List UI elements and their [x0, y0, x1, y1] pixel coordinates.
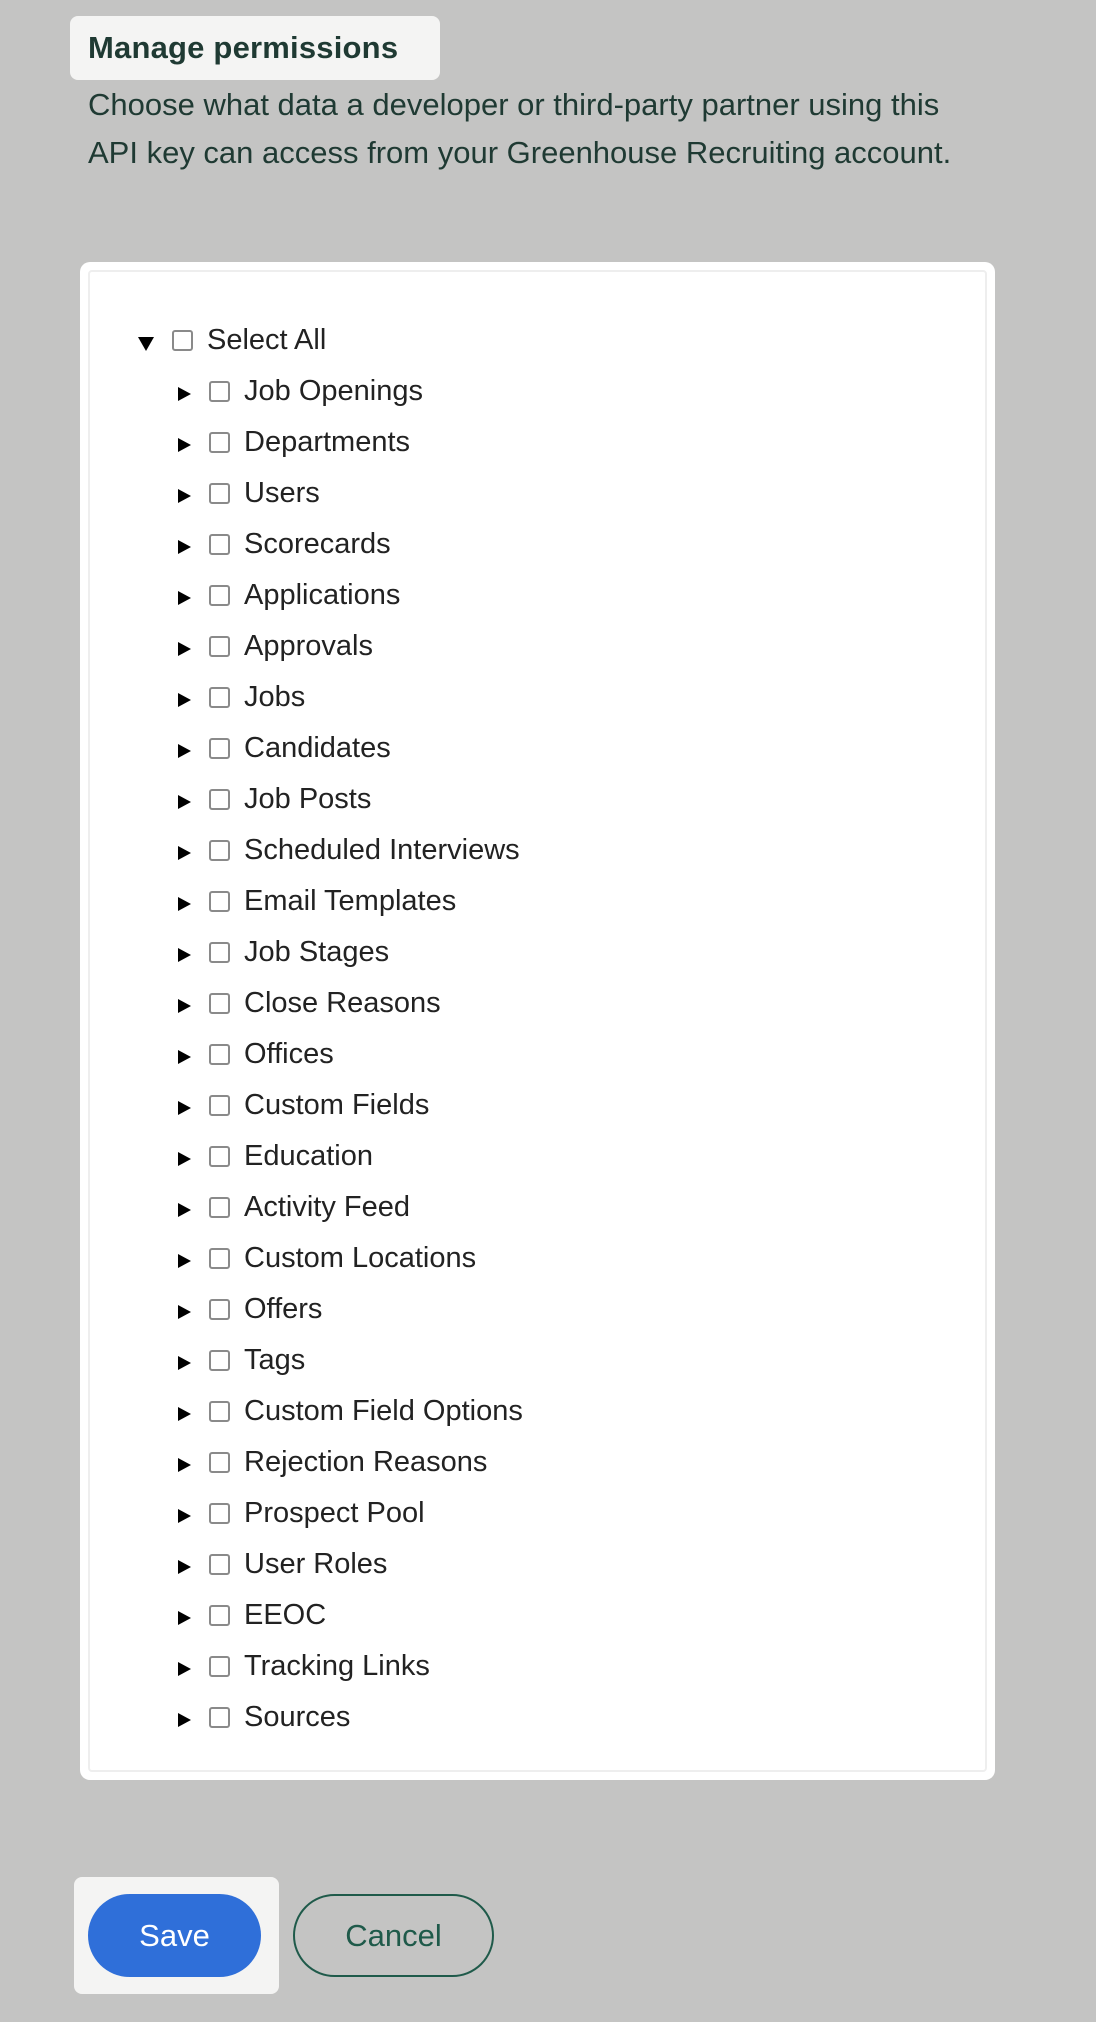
caret-right-icon[interactable]: [178, 489, 191, 503]
caret-right-icon[interactable]: [178, 1611, 191, 1625]
tree-item[interactable]: [178, 1692, 350, 1743]
tree-item[interactable]: [178, 1386, 523, 1437]
permission-label: Rejection Reasons: [244, 1446, 488, 1478]
permission-checkbox[interactable]: [209, 1095, 230, 1116]
permission-label: Activity Feed: [244, 1191, 410, 1223]
tree-item[interactable]: [178, 1437, 487, 1488]
permission-checkbox[interactable]: [209, 1044, 230, 1065]
permission-label: Sources: [244, 1701, 351, 1733]
tree-item[interactable]: [178, 1488, 425, 1539]
caret-right-icon[interactable]: [178, 1560, 191, 1574]
select-all-label: Select All: [207, 324, 327, 356]
tree-item[interactable]: [178, 1641, 430, 1692]
caret-right-icon[interactable]: [178, 795, 191, 809]
permission-label: Email Templates: [244, 885, 457, 917]
tree-item[interactable]: [178, 1284, 322, 1335]
permissions-tree-panel: [80, 262, 995, 1780]
tree-item[interactable]: [178, 876, 456, 927]
permission-checkbox[interactable]: [209, 993, 230, 1014]
permission-label: Education: [244, 1140, 373, 1172]
tree-item[interactable]: [178, 468, 320, 519]
tree-item[interactable]: [178, 1080, 429, 1131]
permission-label: Scheduled Interviews: [244, 834, 520, 866]
permission-checkbox[interactable]: [209, 789, 230, 810]
caret-right-icon[interactable]: [178, 1305, 191, 1319]
permission-label: Custom Fields: [244, 1089, 430, 1121]
permissions-tree: [88, 270, 987, 1772]
permission-label: Offers: [244, 1293, 323, 1325]
tree-item[interactable]: [178, 621, 373, 672]
permission-checkbox[interactable]: [209, 381, 230, 402]
title-box: [70, 16, 440, 80]
permission-checkbox[interactable]: [209, 840, 230, 861]
permission-label: Custom Locations: [244, 1242, 477, 1274]
permission-label: Tags: [244, 1344, 306, 1376]
permission-checkbox[interactable]: [209, 432, 230, 453]
tree-item[interactable]: [178, 825, 520, 876]
permission-label: Approvals: [244, 630, 373, 662]
caret-right-icon[interactable]: [178, 1713, 191, 1727]
caret-right-icon[interactable]: [178, 999, 191, 1013]
permission-checkbox[interactable]: [209, 1146, 230, 1167]
caret-right-icon[interactable]: [178, 1203, 191, 1217]
permission-checkbox[interactable]: [209, 1248, 230, 1269]
permission-label: Scorecards: [244, 528, 391, 560]
permission-checkbox[interactable]: [209, 687, 230, 708]
tree-item[interactable]: [178, 366, 423, 417]
permission-checkbox[interactable]: [209, 1197, 230, 1218]
permission-label: EEOC: [244, 1599, 327, 1631]
caret-right-icon[interactable]: [178, 1050, 191, 1064]
caret-right-icon[interactable]: [178, 948, 191, 962]
tree-item[interactable]: [178, 570, 400, 621]
permission-checkbox[interactable]: [209, 483, 230, 504]
page-description: Choose what data a developer or third-party partner using this API key can access from your Greenhouse Recruiting account.: [88, 87, 952, 170]
caret-right-icon[interactable]: [178, 540, 191, 554]
permission-label: User Roles: [244, 1548, 388, 1580]
permission-label: Users: [244, 477, 320, 509]
permission-checkbox[interactable]: [209, 1350, 230, 1371]
permission-label: Job Stages: [244, 936, 390, 968]
caret-right-icon[interactable]: [178, 1356, 191, 1370]
caret-right-icon[interactable]: [178, 744, 191, 758]
permission-checkbox[interactable]: [209, 891, 230, 912]
caret-down-icon[interactable]: [138, 337, 154, 351]
permission-label: Prospect Pool: [244, 1497, 425, 1529]
tree-item[interactable]: [178, 1335, 305, 1386]
caret-right-icon[interactable]: [178, 897, 191, 911]
caret-right-icon[interactable]: [178, 1152, 191, 1166]
page-title: Manage permissions: [88, 30, 399, 65]
permission-checkbox[interactable]: [209, 1503, 230, 1524]
caret-right-icon[interactable]: [178, 1662, 191, 1676]
caret-right-icon[interactable]: [178, 591, 191, 605]
permission-label: Tracking Links: [244, 1650, 430, 1682]
permission-checkbox[interactable]: [209, 1452, 230, 1473]
tree-item[interactable]: [178, 1539, 387, 1590]
permission-checkbox[interactable]: [209, 738, 230, 759]
permission-label: Jobs: [244, 681, 306, 713]
permission-label: Job Openings: [244, 375, 423, 407]
caret-right-icon[interactable]: [178, 642, 191, 656]
permission-checkbox[interactable]: [209, 1605, 230, 1626]
tree-item[interactable]: [178, 1590, 326, 1641]
tree-item[interactable]: [178, 672, 305, 723]
permission-label: Custom Field Options: [244, 1395, 523, 1427]
caret-right-icon[interactable]: [178, 1407, 191, 1421]
tree-item[interactable]: [178, 1182, 410, 1233]
tree-item[interactable]: [178, 1233, 476, 1284]
permission-label: Departments: [244, 426, 411, 458]
tree-item[interactable]: [178, 519, 391, 570]
select-all-checkbox[interactable]: [172, 330, 193, 351]
permission-label: Offices: [244, 1038, 334, 1070]
permission-checkbox[interactable]: [209, 1299, 230, 1320]
permission-checkbox[interactable]: [209, 1707, 230, 1728]
permission-checkbox[interactable]: [209, 1554, 230, 1575]
tree-item[interactable]: [178, 927, 389, 978]
permission-checkbox[interactable]: [209, 585, 230, 606]
caret-right-icon[interactable]: [178, 1254, 191, 1268]
permission-checkbox[interactable]: [209, 1401, 230, 1422]
permission-label: Applications: [244, 579, 401, 611]
tree-item[interactable]: [178, 774, 371, 825]
permission-label: Candidates: [244, 732, 391, 764]
caret-right-icon[interactable]: [178, 1101, 191, 1115]
save-button[interactable]: Save: [88, 1894, 261, 1977]
tree-item[interactable]: [178, 723, 391, 774]
cancel-button[interactable]: Cancel: [293, 1894, 494, 1977]
caret-right-icon[interactable]: [178, 1509, 191, 1523]
caret-right-icon[interactable]: [178, 438, 191, 452]
caret-right-icon[interactable]: [178, 846, 191, 860]
tree-item[interactable]: [178, 417, 410, 468]
permission-checkbox[interactable]: [209, 534, 230, 555]
caret-right-icon[interactable]: [178, 693, 191, 707]
permission-label: Close Reasons: [244, 987, 441, 1019]
permission-checkbox[interactable]: [209, 1656, 230, 1677]
permission-label: Job Posts: [244, 783, 372, 815]
permission-checkbox[interactable]: [209, 942, 230, 963]
caret-right-icon[interactable]: [178, 387, 191, 401]
tree-item[interactable]: [178, 1029, 334, 1080]
tree-item[interactable]: [178, 1131, 373, 1182]
tree-item[interactable]: [178, 978, 441, 1029]
permission-checkbox[interactable]: [209, 636, 230, 657]
caret-right-icon[interactable]: [178, 1458, 191, 1472]
tree-root-select-all[interactable]: [138, 315, 326, 366]
